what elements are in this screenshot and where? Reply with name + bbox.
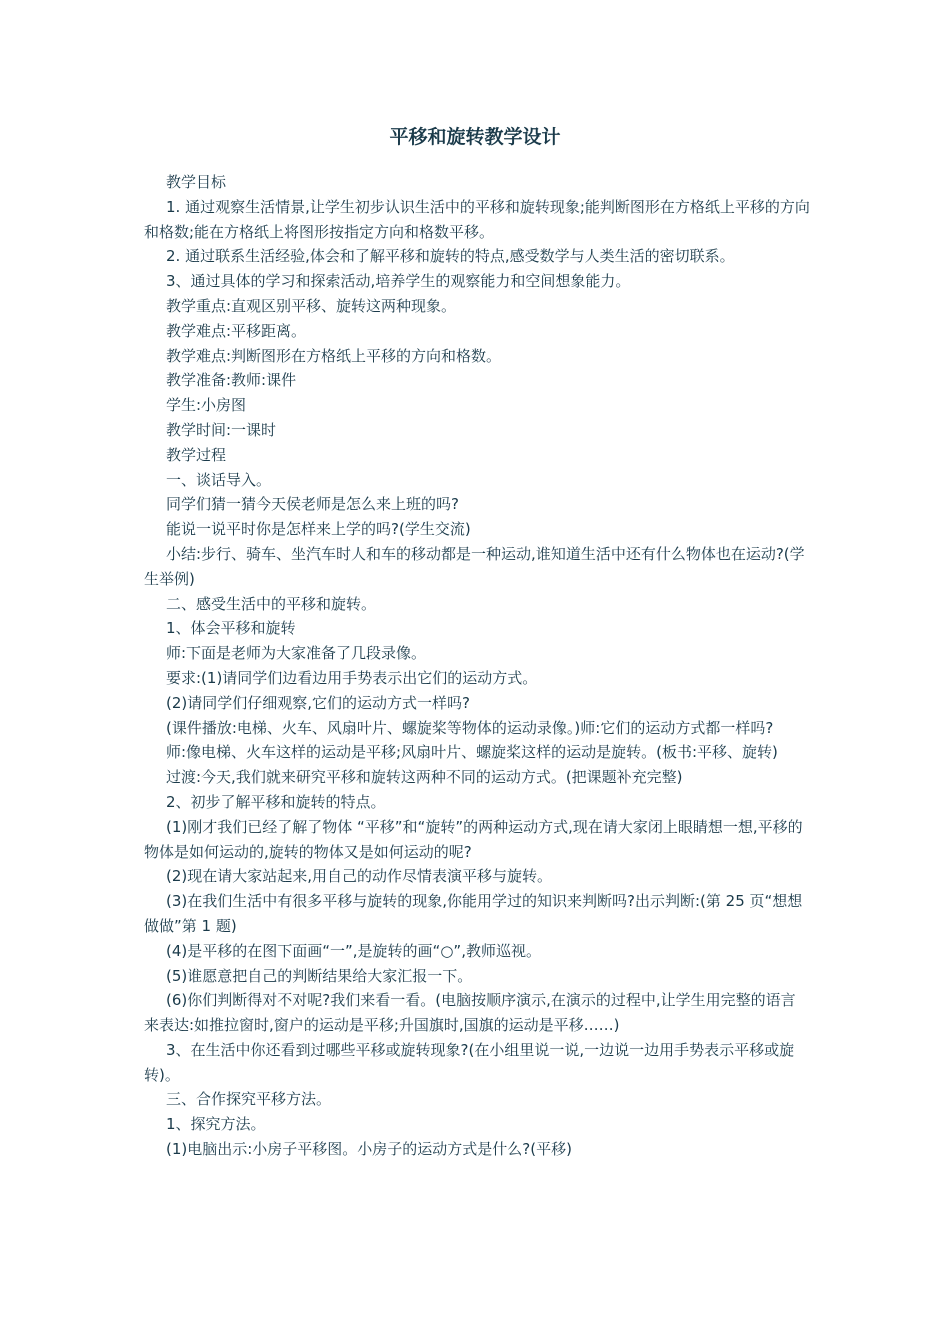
paragraph: 1. 通过观察生活情景,让学生初步认识生活中的平移和旋转现象;能判断图形在方格纸上平移的方向和格数;能在方格纸上将图形按指定方向和格数平移。 bbox=[144, 197, 810, 241]
paragraph: (2)请同学们仔细观察,它们的运动方式一样吗? bbox=[166, 693, 470, 712]
paragraph: (6)你们判断得对不对呢?我们来看一看。(电脑按顺序演示,在演示的过程中,让学生用完整的语言来表达:如推拉窗时,窗户的运动是平移;升国旗时,国旗的运动是平移……) bbox=[144, 991, 796, 1035]
paragraph: (2)现在请大家站起来,用自己的动作尽情表演平移与旋转。 bbox=[166, 867, 553, 886]
paragraph: (1)电脑出示:小房子平移图。小房子的运动方式是什么?(平移) bbox=[166, 1140, 572, 1159]
paragraph: 1、探究方法。 bbox=[166, 1115, 266, 1134]
paragraph: 小结:步行、骑车、坐汽车时人和车的移动都是一种运动,谁知道生活中还有什么物体也在运动?(学生举例) bbox=[144, 544, 805, 588]
paragraph: 一、谈话导入。 bbox=[166, 470, 272, 489]
paragraph: 教学难点:平移距离。 bbox=[166, 321, 307, 340]
paragraph: (课件播放:电梯、火车、风扇叶片、螺旋桨等物体的运动录像。)师:它们的运动方式都一样吗? bbox=[166, 718, 774, 737]
document-title: 平移和旋转教学设计 bbox=[389, 126, 561, 148]
paragraph: (3)在我们生活中有很多平移与旋转的现象,你能用学过的知识来判断吗?出示判断:(第 25 页“想想做做”第 1 题) bbox=[144, 892, 803, 935]
paragraph: (4)是平移的在图下面画“一”,是旋转的画“○”,教师巡视。 bbox=[166, 941, 541, 960]
paragraph: 3、通过具体的学习和探索活动,培养学生的观察能力和空间想象能力。 bbox=[166, 272, 631, 291]
paragraph: 能说一说平时你是怎样来上学的吗?(学生交流) bbox=[166, 520, 471, 539]
paragraph: 教学准备:教师:课件 bbox=[166, 371, 297, 390]
paragraph: 教学过程 bbox=[166, 445, 227, 464]
paragraph: 师:下面是老师为大家准备了几段录像。 bbox=[166, 644, 427, 663]
paragraph: 教学目标 bbox=[166, 173, 227, 191]
paragraph: 2. 通过联系生活经验,体会和了解平移和旋转的特点,感受数学与人类生活的密切联系。 bbox=[166, 247, 735, 266]
paragraph: 三、合作探究平移方法。 bbox=[166, 1090, 332, 1109]
paragraph: 教学重点:直观区别平移、旋转这两种现象。 bbox=[166, 296, 457, 315]
paragraph: 学生:小房图 bbox=[166, 396, 247, 415]
paragraph: 3、在生活中你还看到过哪些平移或旋转现象?(在小组里说一说,一边说一边用手势表示平移或旋转)。 bbox=[144, 1040, 795, 1084]
document-body bbox=[144, 170, 810, 1162]
paragraph: 过渡:今天,我们就来研究平移和旋转这两种不同的运动方式。(把课题补充完整) bbox=[166, 768, 683, 787]
paragraph: 同学们猜一猜今天侯老师是怎么来上班的吗? bbox=[166, 495, 459, 514]
paragraph: (1)刚才我们已经了解了物体 “平移”和“旋转”的两种运动方式,现在请大家闭上眼睛想一想,平移的物体是如何运动的,旋转的物体又是如何运动的呢? bbox=[144, 817, 803, 861]
paragraph: 师:像电梯、火车这样的运动是平移;风扇叶片、螺旋桨这样的运动是旋转。(板书:平移、旋转) bbox=[166, 743, 778, 762]
paragraph: 2、初步了解平移和旋转的特点。 bbox=[166, 792, 386, 811]
paragraph: 要求:(1)请同学们边看边用手势表示出它们的运动方式。 bbox=[166, 668, 538, 687]
paragraph: (5)谁愿意把自己的判断结果给大家汇报一下。 bbox=[166, 966, 473, 985]
paragraph: 1、体会平移和旋转 bbox=[166, 619, 296, 638]
paragraph: 二、感受生活中的平移和旋转。 bbox=[166, 594, 377, 613]
paragraph: 教学难点:判断图形在方格纸上平移的方向和格数。 bbox=[166, 346, 502, 365]
paragraph: 教学时间:一课时 bbox=[166, 420, 277, 439]
